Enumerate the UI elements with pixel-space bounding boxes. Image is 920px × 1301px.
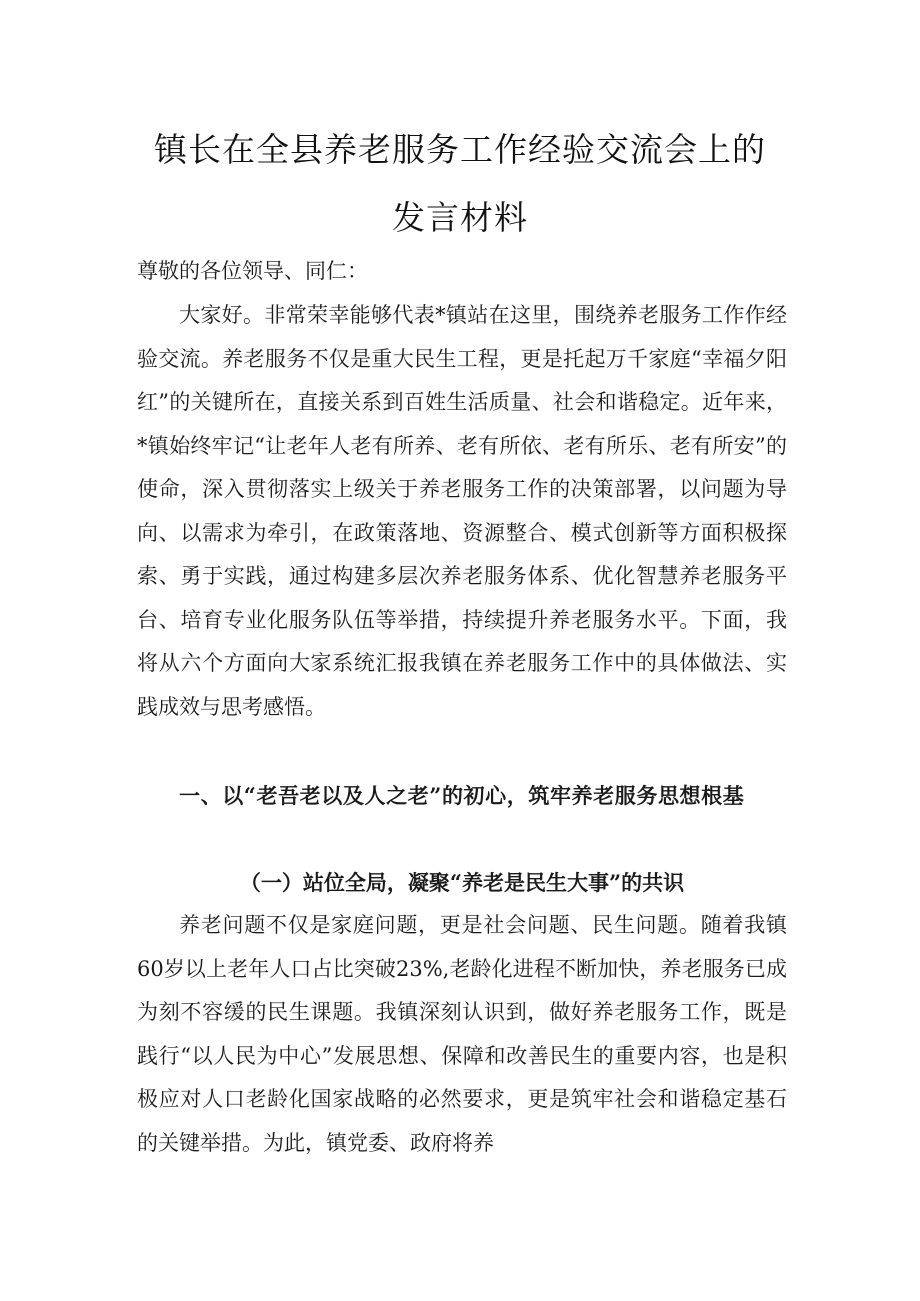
salutation: 尊敬的各位领导、同仁： (137, 259, 368, 283)
subsection-heading-1: （一）站位全局，凝聚“养老是民生大事”的共识 (239, 870, 685, 895)
document-title-line-2: 发言材料 (392, 198, 528, 237)
section-heading-1: 一、以“老吾老以及人之老”的初心，筑牢养老服务思想根基 (179, 783, 745, 808)
intro-paragraph: 大家好。非常荣幸能够代表*镇站在这里，围绕养老服务工作作经验交流。养老服务不仅是重大民生工程，更是托起万千家庭“幸福夕阳红”的关键所在，直接关系到百姓生活质量、社会和谐稳定。近年来，*镇始终牢记“让老年人老有所养、老有所依、老有所乐、老有所安”的使命，深入贯彻落实上级关于养老服务工作的决策部署，以问题为导向、以需求为牵引，在政策落地、资源整合、模式创新等方面积极探索、勇于实践，通过构建多层次养老服务体系、优化智慧养老服务平台、培育专业化服务队伍等举措，持续提升养老服务水平。下面，我将从六个方面向大家系统汇报我镇在养老服务工作中的具体做法、实践成效与思考感悟。 (137, 303, 787, 719)
document-title-line-1: 镇长在全县养老服务工作经验交流会上的 (154, 130, 766, 169)
subsection-paragraph-1: 养老问题不仅是家庭问题，更是社会问题、民生问题。随着我镇60岁以上老年人口占比突破23%,老龄化进程不断加快，养老服务已成为刻不容缓的民生课题。我镇深刻认识到，做好养老服务工作，既是践行“以人民为中心”发展思想、保障和改善民生的重要内容，也是积极应对人口老龄化国家战略的必然要求，更是筑牢社会和谐稳定基石的关键举措。为此，镇党委、政府将养 (137, 913, 787, 1155)
